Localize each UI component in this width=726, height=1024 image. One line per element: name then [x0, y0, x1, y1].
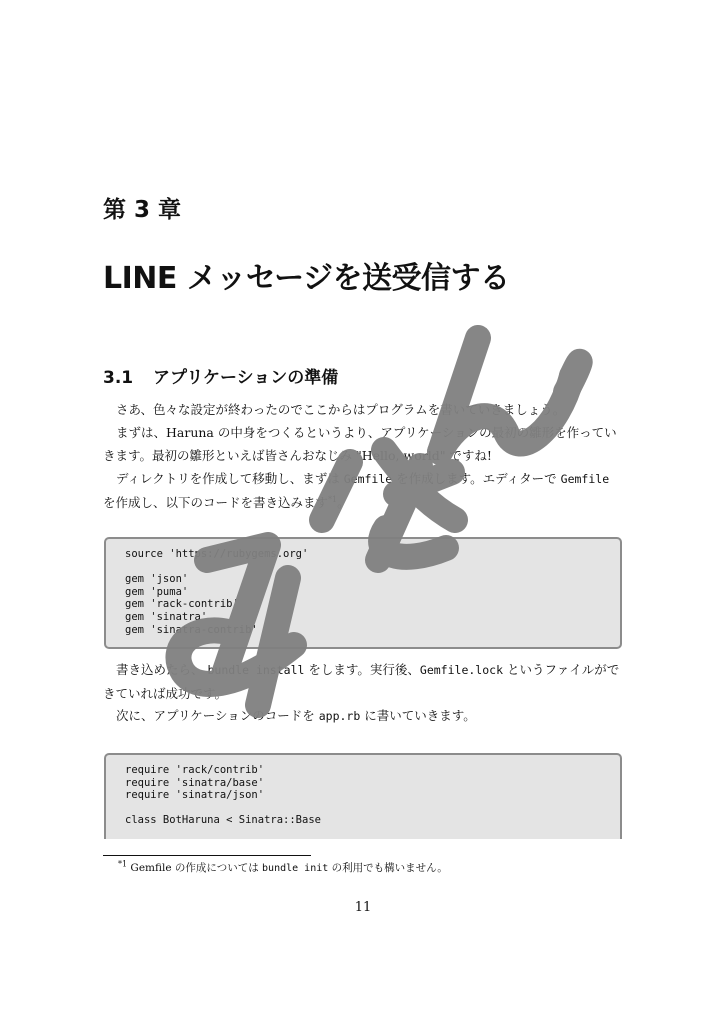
- footnote-rule: [103, 855, 311, 856]
- footnote-mark: *1: [118, 859, 128, 869]
- paragraph-4-text-a: 書き込めたら、: [116, 662, 208, 677]
- paragraph-4-text-b: をします。実行後、: [304, 662, 420, 677]
- paragraph-3-text-b: を作成します。エディターで: [392, 471, 561, 486]
- paragraph-3-text-d: 。: [337, 495, 350, 510]
- watermark-stroke: [566, 362, 580, 392]
- paragraph-3-text-a: ディレクトリを作成して移動し、まずは: [116, 471, 344, 486]
- inline-code-gemfile-lock: Gemfile.lock: [419, 663, 503, 677]
- paragraph-5: [103, 704, 622, 728]
- section-heading: [103, 363, 338, 388]
- section-number: 3.1: [103, 368, 134, 388]
- paragraph-5-text-a: 次に、アプリケーションのコードを: [116, 708, 319, 723]
- paragraph-2: [103, 421, 622, 467]
- footnote-text-a: Gemfile の作成については: [127, 862, 263, 874]
- inline-code-bundle-install: bundle install: [207, 663, 305, 677]
- code-block-app-rb: [104, 753, 622, 839]
- paragraph-4: [103, 658, 622, 705]
- section-title: アプリケーションの準備: [153, 368, 339, 388]
- paragraph-4-text-c: というファイルができていれば成功です。: [103, 662, 620, 701]
- chapter-title: LINE メッセージを送受信する: [103, 261, 510, 296]
- code-app-rb: require 'rack/contrib' require 'sinatra/base' require 'sinatra/json' class BotHaruna < Sinatra::Base: [125, 764, 321, 827]
- paragraph-3-text-c: を作成し、以下のコードを書き込みます: [103, 495, 329, 510]
- paragraph-2-text: まずは、Haruna の中身をつくるというより、アプリケーションの最初の雛形を作っていきます。最初の雛形といえば皆さんおなじみ "Hello, world" ですね!: [103, 425, 617, 463]
- paragraph-3: [103, 467, 622, 514]
- footnote-text-b: の利用でも構いません。: [328, 862, 448, 874]
- chapter-label: 第 3 章: [103, 197, 182, 223]
- paragraph-5-text-b: に書いていきます。: [360, 708, 476, 723]
- code-gemfile: source 'https://rubygems.org' gem 'json' gem 'puma' gem 'rack-contrib' gem 'sinatra' gem 'sinatra-contrib': [125, 548, 309, 636]
- footnote-reference[interactable]: *1: [328, 494, 338, 504]
- inline-code-gemfile: Gemfile: [343, 472, 393, 486]
- inline-code-gemfile-2: Gemfile: [560, 472, 610, 486]
- paragraph-1-text: さあ、色々な設定が終わったのでここからはプログラムを書いていきましょう。: [116, 402, 566, 417]
- code-block-gemfile: [104, 537, 622, 649]
- footnote: [118, 860, 448, 875]
- paragraph-1: [103, 398, 622, 421]
- footnote-code: bundle init: [262, 863, 329, 874]
- inline-code-app-rb: app.rb: [318, 709, 361, 723]
- page-number: 11: [354, 900, 372, 915]
